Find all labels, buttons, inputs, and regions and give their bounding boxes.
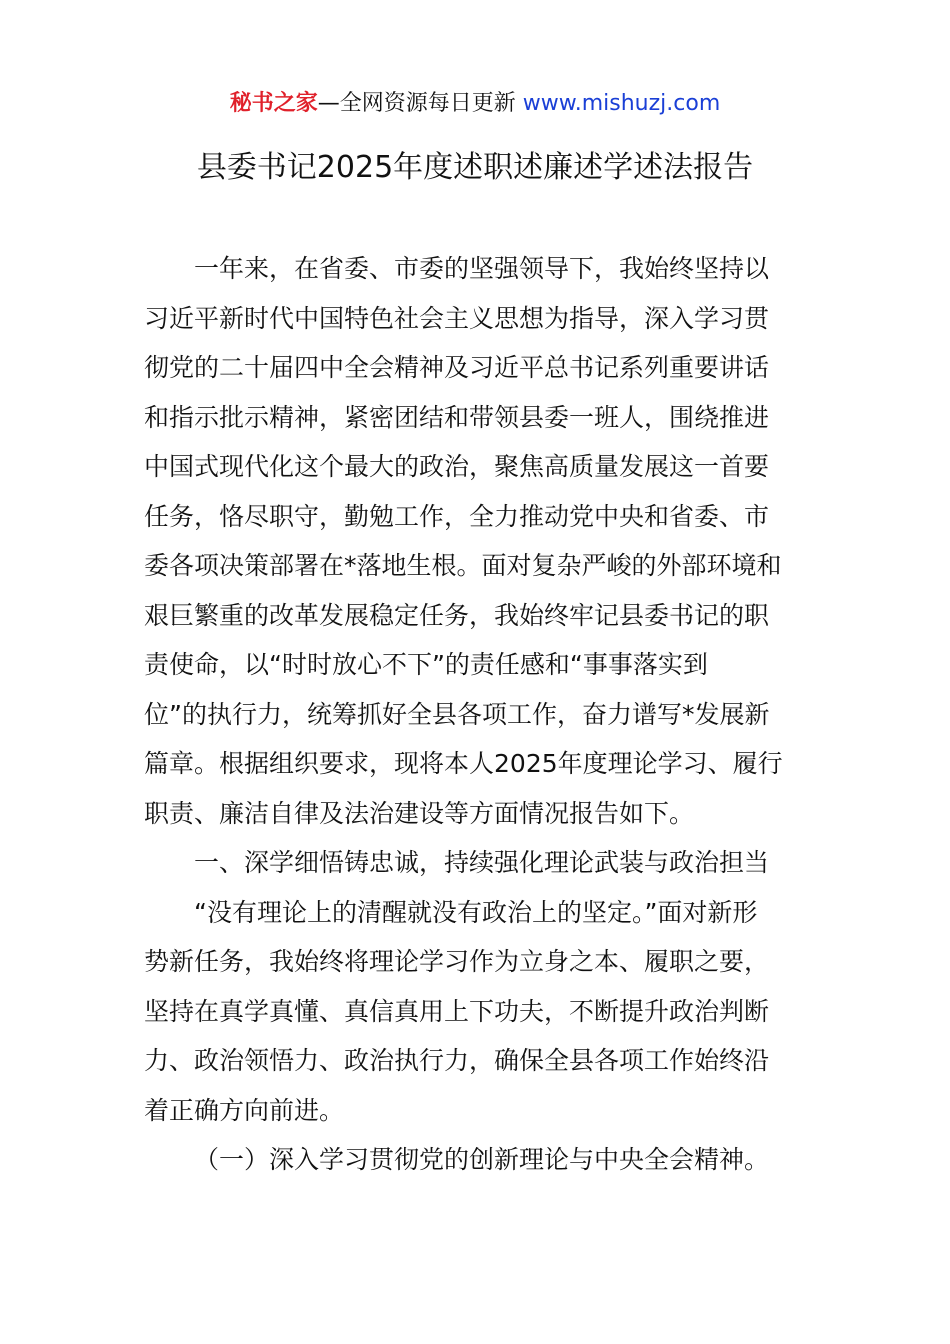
site-header bbox=[0, 88, 950, 120]
paragraph-line: 职责、廉洁自律及法治建设等方面情况报告如下。 bbox=[144, 798, 695, 828]
paragraph-line: 艰巨繁重的改革发展稳定任务，我始终牢记县委书记的职 bbox=[144, 600, 770, 630]
paragraph-line: 势新任务，我始终将理论学习作为立身之本、履职之要， bbox=[144, 947, 770, 976]
document-title: 县委书记2025年度述职述廉述学述法报告 bbox=[196, 150, 754, 185]
paragraph-line: 坚持在真学真懂、真信真用上下功夫，不断提升政治判断 bbox=[144, 996, 770, 1026]
paragraph-line: 着正确方向前进。 bbox=[144, 1095, 345, 1125]
section-heading: 一、深学细悟铸忠诚，持续强化理论武装与政治担当 bbox=[194, 848, 770, 877]
paragraph-line: “没有理论上的清醒就没有政治上的坚定。”面对新形 bbox=[194, 897, 758, 927]
paragraph-line: 责使命，以“时时放心不下”的责任感和“事事落实到 bbox=[144, 650, 708, 679]
brand-name: 秘书之家 bbox=[229, 91, 318, 116]
paragraph-line: 篇章。根据组织要求，现将本人2025年度理论学习、履行 bbox=[144, 749, 783, 778]
paragraph-line: 中国式现代化这个最大的政治，聚焦高质量发展这一首要 bbox=[144, 452, 770, 481]
site-url-link[interactable]: www.mishuzj.com bbox=[522, 91, 721, 116]
paragraph-line: 和指示批示精神，紧密团结和带领县委一班人，围绕推进 bbox=[144, 402, 770, 432]
subsection-heading: （一）深入学习贯彻党的创新理论与中央全会精神。 bbox=[194, 1145, 770, 1174]
paragraph-line: 彻党的二十届四中全会精神及习近平总书记系列重要讲话 bbox=[144, 353, 770, 382]
paragraph-line: 委各项决策部署在*落地生根。面对复杂严峻的外部环境和 bbox=[144, 551, 782, 580]
paragraph-line: 习近平新时代中国特色社会主义思想为指导，深入学习贯 bbox=[144, 303, 770, 333]
paragraph-line: 任务，恪尽职守，勤勉工作，全力推动党中央和省委、市 bbox=[144, 501, 770, 531]
paragraph-line: 位”的执行力，统筹抓好全县各项工作，奋力谱写*发展新 bbox=[144, 699, 770, 729]
header-tagline: —全网资源每日更新 bbox=[317, 91, 523, 116]
document-body bbox=[144, 244, 814, 1185]
paragraph-line: 力、政治领悟力、政治执行力，确保全县各项工作始终沿 bbox=[144, 1046, 770, 1075]
paragraph-line: 一年来，在省委、市委的坚强领导下，我始终坚持以 bbox=[194, 254, 770, 283]
